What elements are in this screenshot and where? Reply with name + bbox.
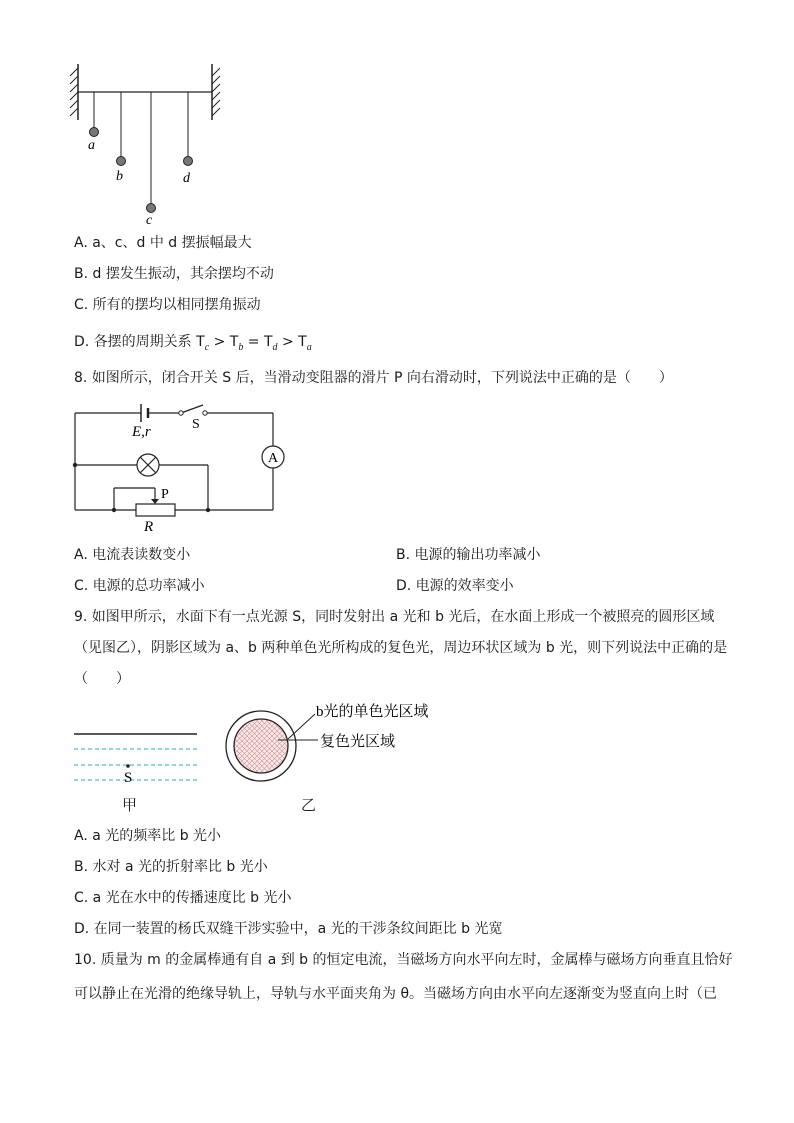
figure-jia-label: 甲 xyxy=(122,796,138,814)
sub-d: d xyxy=(272,341,278,353)
q9-option-b: B. 水对 a 光的折射率比 b 光小 xyxy=(74,859,268,875)
formula-eq: = T xyxy=(243,334,273,350)
q10-line2: 可以静止在光滑的绝缘导轨上，导轨与水平面夹角为 θ。当磁场方向由水平向左逐渐变为竖直向上时（已 xyxy=(74,986,718,1002)
q7-option-a: A. a、c、d 中 d 摆振幅最大 xyxy=(74,235,252,251)
q8-option-c: C. 电源的总功率减小 xyxy=(74,578,205,594)
slider-label: P xyxy=(161,487,169,502)
formula-gt-2: > T xyxy=(277,334,307,350)
label-b: b xyxy=(116,169,123,184)
label-a: a xyxy=(88,138,95,153)
mixed-region-label: 复色光区域 xyxy=(320,734,396,750)
q9-stem-line1: 9. 如图甲所示，水面下有一点光源 S，同时发射出 a 光和 b 光后，在水面上形成一个被照亮的圆形区域 xyxy=(74,609,715,625)
b-region-label: b光的单色光区域 xyxy=(316,704,429,720)
ammeter-icon xyxy=(262,446,284,468)
q8-option-d: D. 电源的效率变小 xyxy=(396,578,514,594)
q8-option-b: B. 电源的输出功率减小 xyxy=(396,547,541,563)
sub-b: b xyxy=(238,341,244,353)
rheostat-label: R xyxy=(144,519,154,535)
label-c: c xyxy=(146,213,153,228)
switch-label: S xyxy=(192,417,200,432)
q8-stem: 8. 如图所示，闭合开关 S 后，当滑动变阻器的滑片 P 向右滑动时，下列说法中正确的是（ ） xyxy=(74,370,673,386)
q9-figure-yi xyxy=(222,696,452,800)
figure-yi-label: 乙 xyxy=(301,796,317,814)
pendulum-bob-b xyxy=(117,157,126,166)
q9-stem-line3: （ ） xyxy=(74,671,130,687)
pendulum-bob-c xyxy=(147,204,156,213)
q9-stem-line2: （见图乙），阴影区域为 a、b 两种单色光所构成的复色光，周边环状区域为 b 光，则下列说法中正确的是 xyxy=(74,640,728,656)
ammeter-label: A xyxy=(268,451,279,466)
q7-option-c: C. 所有的摆均以相同摆角振动 xyxy=(74,297,261,313)
battery-label: E,r xyxy=(132,424,151,440)
q9-option-c: C. a 光在水中的传播速度比 b 光小 xyxy=(74,890,292,906)
q9-option-d: D. 在同一装置的杨氏双缝干涉实验中，a 光的干涉条纹间距比 b 光宽 xyxy=(74,921,503,937)
q7-option-b: B. d 摆发生振动，其余摆均不动 xyxy=(74,266,274,282)
q8-circuit-figure xyxy=(68,400,294,536)
right-wall-hatch xyxy=(212,68,220,116)
sub-a: a xyxy=(306,341,312,353)
mixed-light-region xyxy=(234,719,288,773)
formula-gt-1: > T xyxy=(209,334,239,350)
left-wall-hatch xyxy=(70,68,78,116)
q8-option-a: A. 电流表读数变小 xyxy=(74,547,191,563)
light-source-dot xyxy=(126,764,130,768)
q9-option-a: A. a 光的频率比 b 光小 xyxy=(74,828,222,844)
lamp-icon xyxy=(137,454,159,476)
sub-c: c xyxy=(204,341,210,353)
q7-option-d xyxy=(74,332,312,358)
pendulum-bob-d xyxy=(184,157,193,166)
source-label: S xyxy=(124,770,133,786)
pendulum-figure xyxy=(66,62,226,228)
q10-line1: 10. 质量为 m 的金属棒通有自 a 到 b 的恒定电流，当磁场方向水平向左时，金属棒与磁场方向垂直且恰好 xyxy=(74,952,733,968)
label-d: d xyxy=(183,171,190,186)
pendulum-bob-a xyxy=(90,128,99,137)
q7-option-d-text: D. 各摆的周期关系 T xyxy=(74,334,205,350)
